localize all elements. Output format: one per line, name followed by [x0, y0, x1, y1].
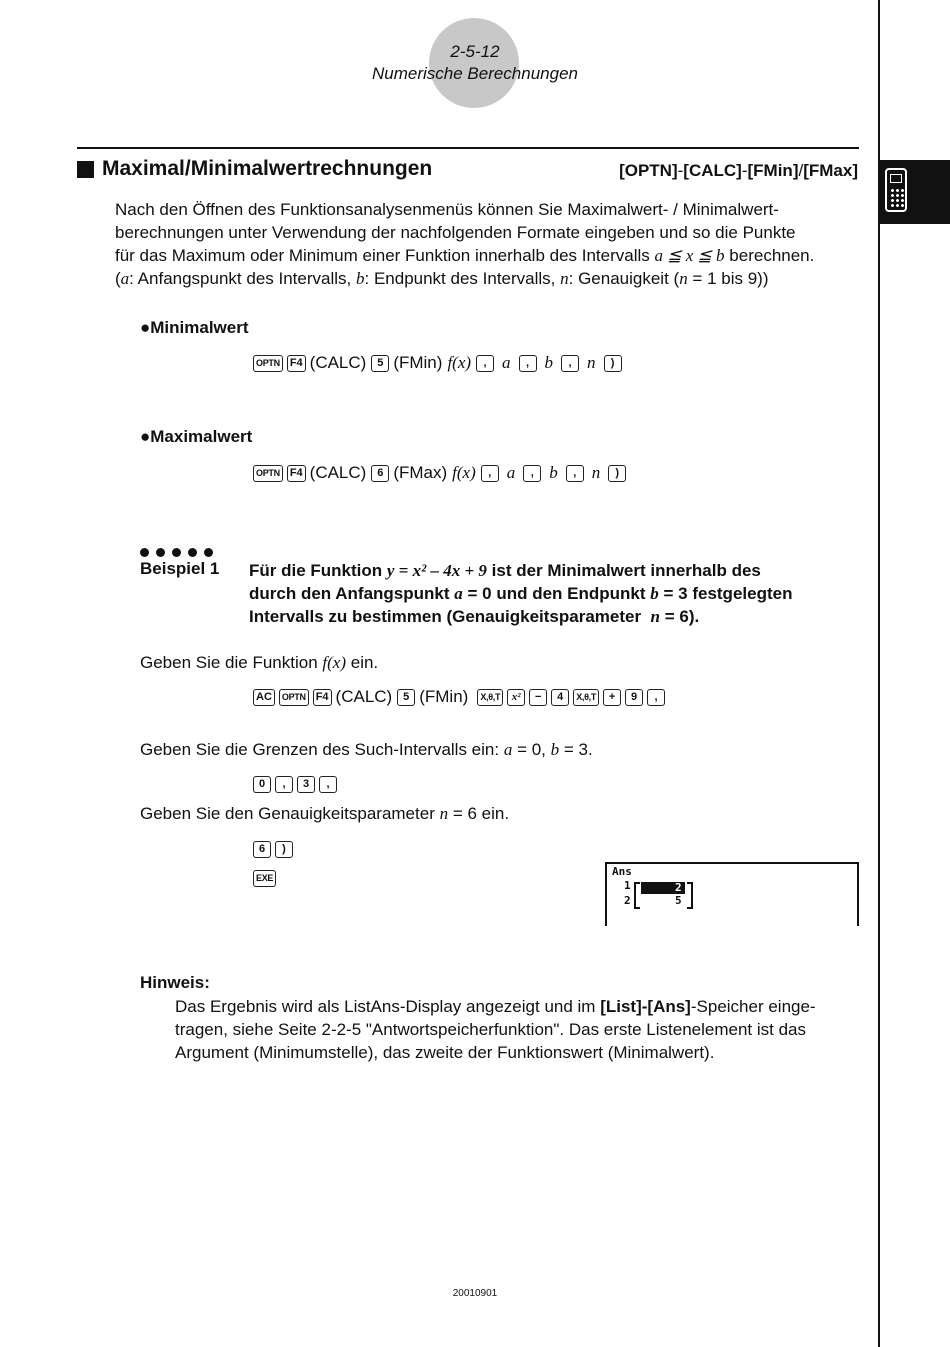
comma-key: ,: [481, 465, 499, 482]
f4-key: F4: [287, 465, 306, 482]
section-square-icon: [77, 161, 94, 178]
section-title: Maximal/Minimalwertrechnungen: [102, 157, 433, 180]
five-key: 5: [371, 355, 389, 372]
note-paragraph: Das Ergebnis wird als ListAns-Display angezeigt und im [List]-[Ans]-Speicher einge- tragen, siehe Seite 2-2-5 "Antwortspeicherfunktion". Das erste Listenelement ist das Argument (Minimumstelle), das zweite der Funktionswert (Minimalwert).: [175, 997, 816, 1062]
section-rule: [77, 147, 859, 149]
comma-key: ,: [319, 776, 337, 793]
nine-key: 9: [625, 689, 643, 706]
step1-text: Geben Sie die Funktion f(x) ein.: [140, 653, 379, 672]
result-value-2: 5: [675, 894, 682, 907]
step2-key-sequence: [253, 772, 341, 796]
matrix-bracket-left: [634, 882, 640, 909]
calculator-screen: [605, 862, 859, 926]
maximum-heading: ●Maximalwert: [140, 427, 253, 446]
result-value-1: 2: [675, 881, 682, 894]
optn-key: OPTN: [253, 355, 283, 372]
f4-key: F4: [313, 689, 332, 706]
section-key-path: [OPTN]-[CALC]-[FMin]/[FMax]: [619, 161, 858, 180]
footer-code: 20010901: [452, 1288, 498, 1299]
example-label: Beispiel 1: [140, 559, 220, 578]
xt-key: X,θ,T: [573, 689, 599, 706]
comma-key: ,: [275, 776, 293, 793]
row-index-2: 2: [624, 894, 631, 907]
comma-key: ,: [519, 355, 537, 372]
intro-paragraph: Nach den Öffnen des Funktionsanalysenmenüs können Sie Maximalwert- / Minimalwert- berechnungen unter Verwendung der nachfolgenden Formate eingeben und so die Punkte für das Maximum oder Minimum einer Funktion innerhalb des Intervalls a ≦ x ≦ b berechnen. (a: Anfangspunkt des Intervalls, b: Endpunkt des Intervalls, n: Genauigkeit (n = 1 bis 9)): [115, 200, 815, 288]
step3-key-sequence: [253, 837, 297, 861]
step1-key-sequence: AC OPTN F4 (CALC) 5 (FMin) X,θ,T x² − 4 X,θ,T + 9 ,: [253, 685, 669, 709]
matrix-bracket-right: [687, 882, 693, 909]
ac-key: AC: [253, 689, 275, 706]
comma-key: ,: [647, 689, 665, 706]
xt-key: X,θ,T: [477, 689, 503, 706]
rparen-key: ): [608, 465, 626, 482]
row-index-1: 1: [624, 879, 631, 892]
chapter-title: Numerische Berechnungen: [371, 64, 578, 83]
optn-key: OPTN: [253, 465, 283, 482]
calculator-icon: [885, 168, 907, 212]
maximum-key-sequence: OPTN F4 (CALC) 6 (FMax) f(x) , a , b , n ): [253, 461, 630, 485]
comma-key: ,: [566, 465, 584, 482]
minus-key: −: [529, 689, 547, 706]
four-key: 4: [551, 689, 569, 706]
screen-title: Ans: [612, 865, 632, 878]
comma-key: ,: [476, 355, 494, 372]
f4-key: F4: [287, 355, 306, 372]
optn-key: OPTN: [279, 689, 309, 706]
comma-key: ,: [523, 465, 541, 482]
rparen-key: ): [604, 355, 622, 372]
minimum-heading: ●Minimalwert: [140, 318, 249, 337]
x-squared-key: x²: [507, 689, 525, 706]
comma-key: ,: [561, 355, 579, 372]
plus-key: +: [603, 689, 621, 706]
six-key: 6: [371, 465, 389, 482]
six-key: 6: [253, 841, 271, 858]
exe-key: EXE: [253, 870, 276, 887]
rparen-key: ): [275, 841, 293, 858]
exe-key-sequence: [253, 866, 280, 890]
zero-key: 0: [253, 776, 271, 793]
page-number: 2-5-12: [450, 42, 500, 61]
minimum-key-sequence: OPTN F4 (CALC) 5 (FMin) f(x) , a , b , n ): [253, 351, 626, 375]
step2-text: Geben Sie die Grenzen des Such-Intervalls ein: a = 0, b = 3.: [140, 740, 593, 759]
example-text: Für die Funktion y = x² – 4x + 9 ist der Minimalwert innerhalb des durch den Anfangspunkt a = 0 und den Endpunkt b = 3 festgelegten Intervalls zu bestimmen (Genauigkeitsparameter n = 6).: [249, 561, 793, 626]
five-key: 5: [397, 689, 415, 706]
step3-text: Geben Sie den Genauigkeitsparameter n = 6 ein.: [140, 804, 510, 823]
header-circle: [429, 18, 519, 108]
three-key: 3: [297, 776, 315, 793]
note-heading: Hinweis:: [140, 973, 210, 992]
